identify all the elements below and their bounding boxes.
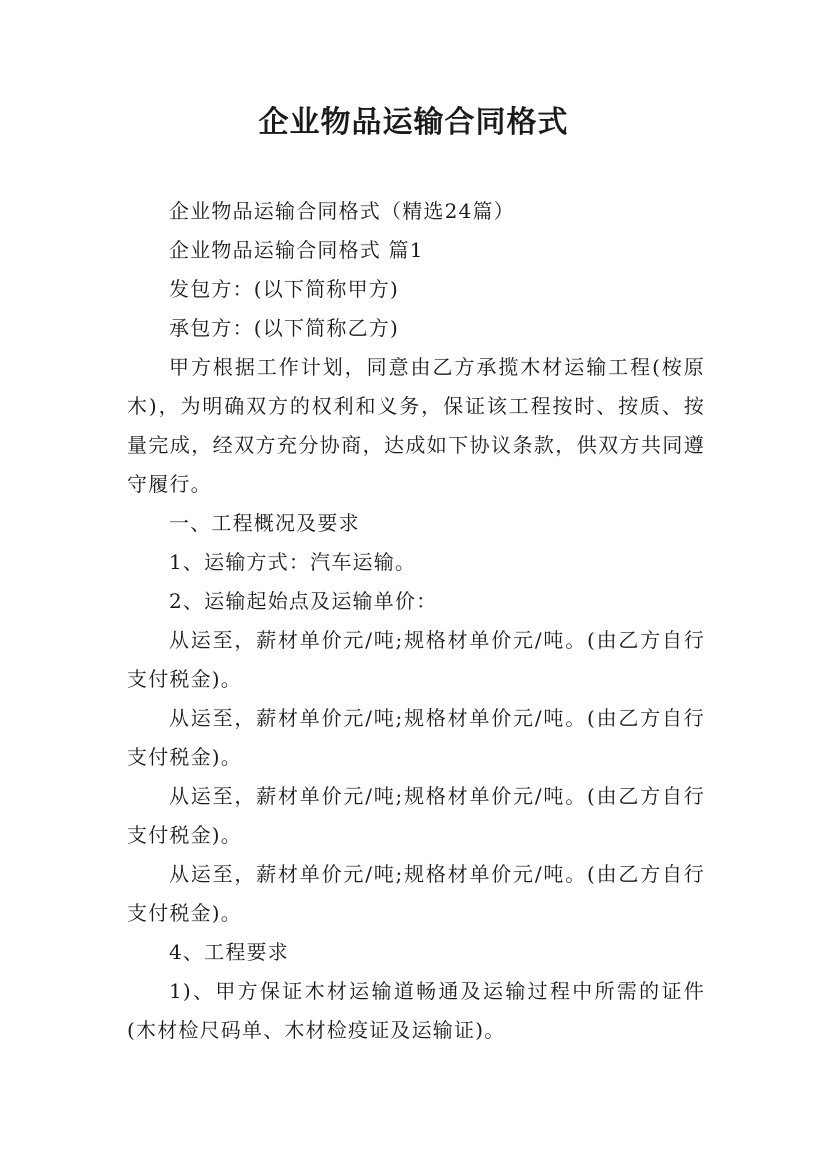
paragraph-section-heading: 企业物品运输合同格式 篇1 bbox=[169, 238, 424, 262]
paragraph-subtitle: 企业物品运输合同格式（精选24篇） bbox=[169, 199, 515, 223]
paragraph-item-2: 2、运输起始点及运输单价： bbox=[169, 589, 438, 613]
paragraph-intro: 甲方根据工作计划，同意由乙方承揽木材运输工程(桉原木)，为明确双方的权利和义务，保证该工程按时、按质、按量完成，经双方充分协商，达成如下协议条款，供双方共同遵守履行。 bbox=[127, 355, 705, 496]
paragraph-route-3: 从运至，薪材单价元/吨;规格材单价元/吨。(由乙方自行支付税金)。 bbox=[127, 784, 705, 847]
paragraph-party-b: 承包方：(以下简称乙方) bbox=[169, 316, 400, 340]
paragraph-item-4: 4、工程要求 bbox=[169, 940, 289, 964]
paragraph-heading-overview: 一、工程概况及要求 bbox=[169, 511, 360, 535]
paragraph-route-1: 从运至，薪材单价元/吨;规格材单价元/吨。(由乙方自行支付税金)。 bbox=[127, 628, 705, 691]
paragraph-requirement-1: 1)、甲方保证木材运输道畅通及运输过程中所需的证件(木材检尺码单、木材检疫证及运输证)。 bbox=[127, 979, 705, 1042]
paragraph-route-4: 从运至，薪材单价元/吨;规格材单价元/吨。(由乙方自行支付税金)。 bbox=[127, 862, 705, 925]
document-body bbox=[127, 192, 705, 1050]
document-title: 企业物品运输合同格式 bbox=[258, 105, 569, 140]
paragraph-party-a: 发包方：(以下简称甲方) bbox=[169, 277, 400, 301]
paragraph-route-2: 从运至，薪材单价元/吨;规格材单价元/吨。(由乙方自行支付税金)。 bbox=[127, 706, 705, 769]
paragraph-item-1: 1、运输方式：汽车运输。 bbox=[169, 550, 417, 574]
